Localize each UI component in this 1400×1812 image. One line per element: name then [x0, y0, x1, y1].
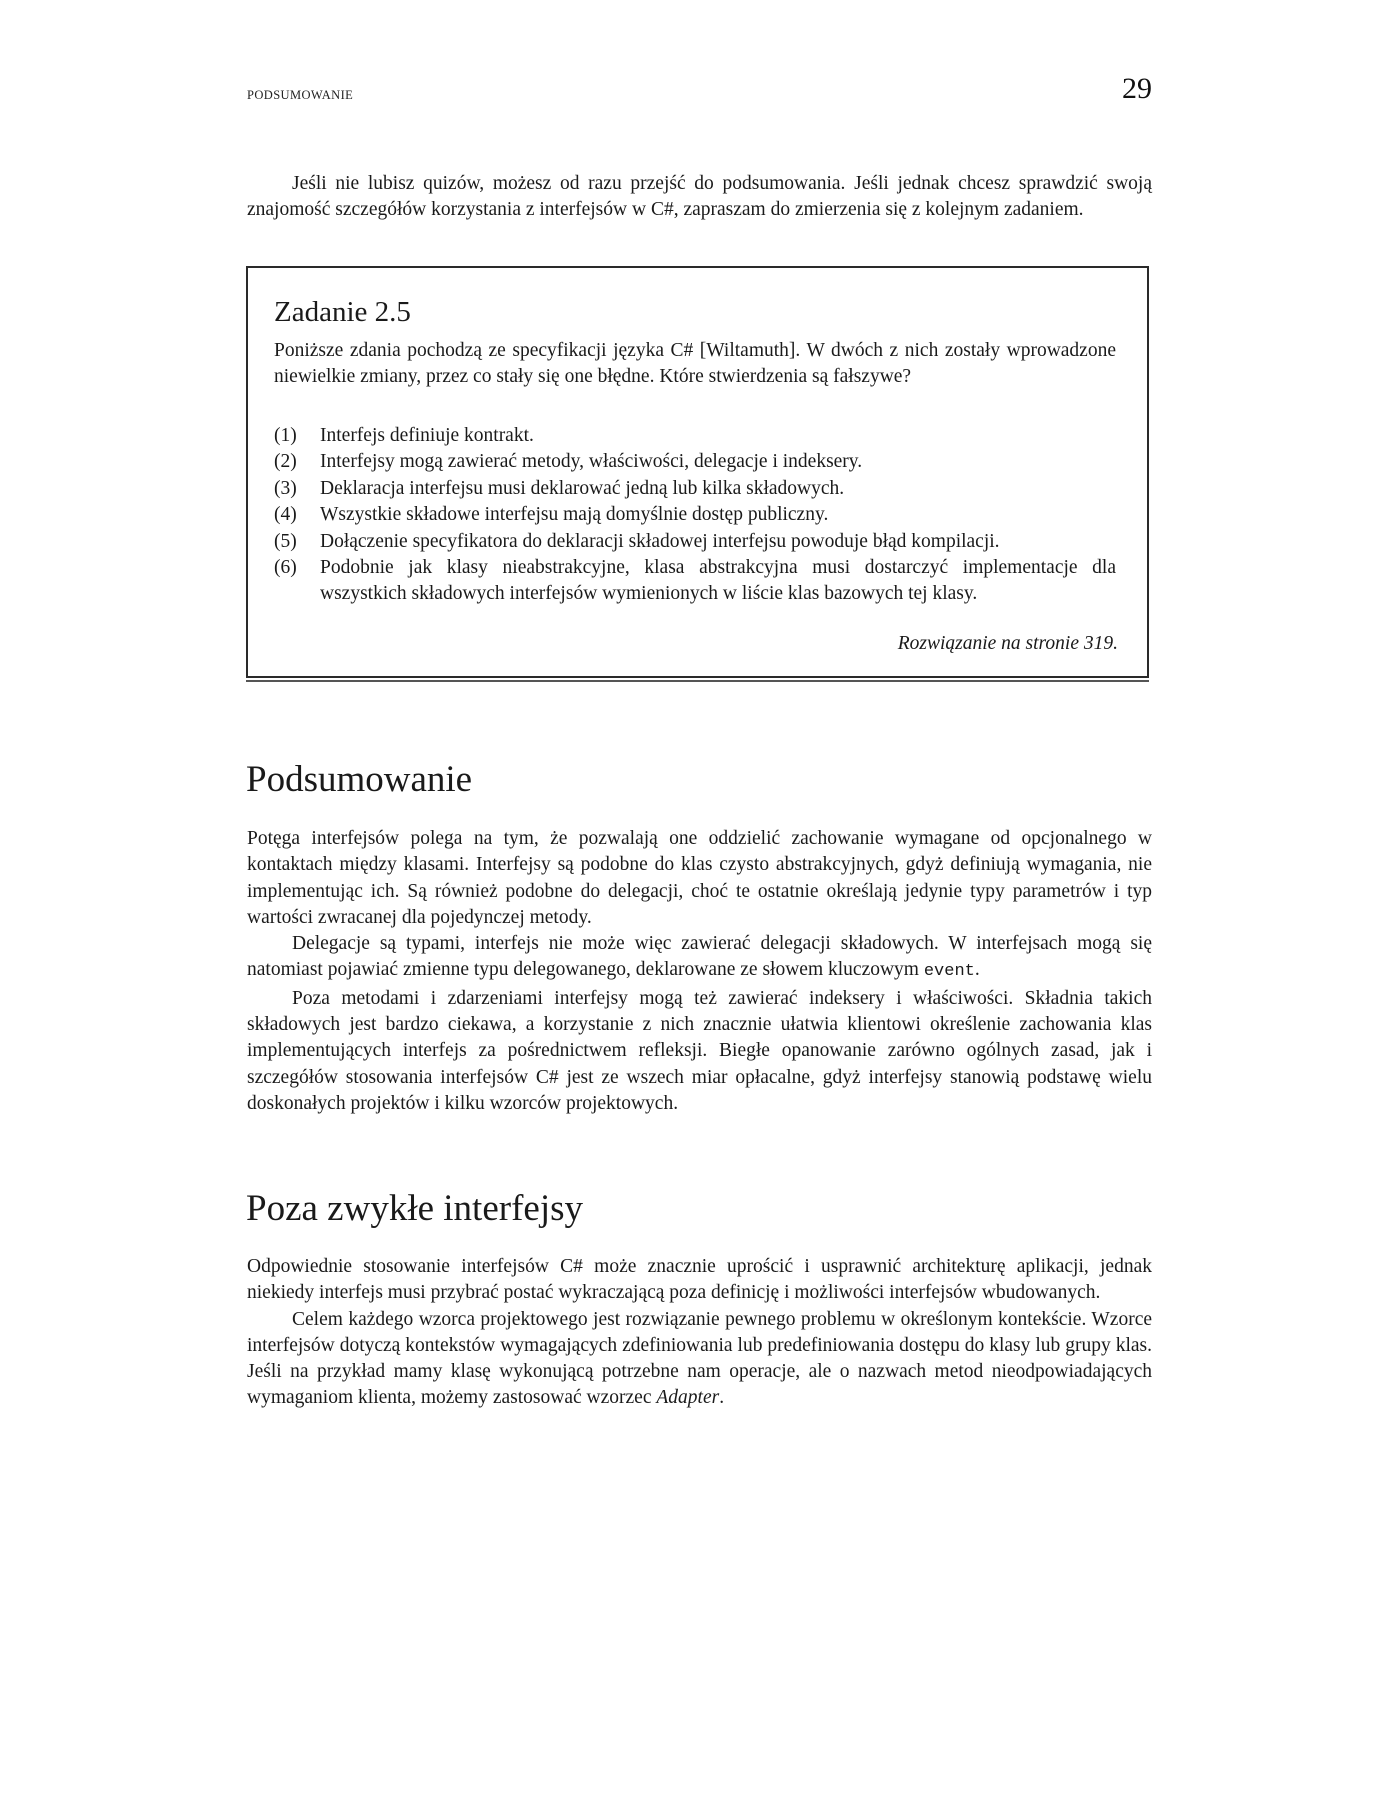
beyond-body	[247, 1254, 1152, 1412]
summary-paragraph-2	[247, 931, 1152, 986]
beyond-paragraph-2-end: .	[719, 1387, 725, 1409]
list-item	[274, 476, 1116, 502]
intro-block	[247, 171, 1152, 224]
item-number: (1)	[274, 425, 297, 446]
list-item	[274, 449, 1116, 475]
exercise-title: Zadanie 2.5	[274, 296, 411, 328]
keyword-event: event	[923, 962, 975, 982]
exercise-description	[274, 338, 1116, 391]
beyond-paragraph-1: Odpowiednie stosowanie interfejsów C# może znacznie uprościć i usprawnić architekturę aplikacji, jednak niekiedy interfejs musi przybrać postać wykraczającą poza definicję i możliwości interfejsów wbudowanych.	[247, 1256, 1152, 1304]
item-number: (5)	[274, 530, 297, 552]
item-text: Deklaracja interfejsu musi deklarować jedną lub kilka składowych.	[320, 477, 845, 499]
summary-paragraph-1: Potęga interfejsów polega na tym, że pozwalają one oddzielić zachowanie wymagane od opcjonalnego w kontaktach między klasami. Interfejsy są podobne do klas czysto abstrakcyjnych, gdyż definiują wymagania, nie implementując ich. Są również podobne do delegacji, choć te ostatnie określają jedynie typy parametrów i typ wartości zwracanej dla pojedynczej metody.	[247, 828, 1152, 928]
beyond-paragraph-2	[247, 1307, 1152, 1412]
beyond-paragraph-2-text: Celem każdego wzorca projektowego jest rozwiązanie pewnego problemu w określonym kontekście. Wzorce interfejsów dotyczą kontekstów wymagających zdefiniowania lub predefiniowania dostępu do klasy lub grupy klas. Jeśli na przykład mamy klasę wykonującą potrzebne nam operacje, ale o nazwach metod nieodpowiadających wymaganiom klienta, możemy zastosować wzorzec	[247, 1308, 1152, 1409]
summary-paragraph-2-end: .	[974, 959, 980, 981]
item-text: Podobnie jak klasy nieabstrakcyjne, klasa abstrakcyjna musi dostarczyć implementacje dla wszystkich składowych interfejsów wymienionych w liście klas bazowych tej klasy.	[320, 557, 1116, 605]
exercise-box	[246, 266, 1149, 678]
page-number: 29	[1122, 72, 1152, 105]
item-number: (6)	[274, 557, 297, 579]
item-text: Wszystkie składowe interfejsu mają domyślnie dostęp publiczny.	[320, 504, 829, 526]
item-number: (3)	[274, 477, 297, 499]
list-item	[274, 529, 1116, 555]
item-number: (2)	[274, 451, 297, 473]
summary-body	[247, 826, 1152, 1117]
item-text: Interfejsy mogą zawierać metody, właściwości, delegacje i indeksery.	[320, 451, 863, 473]
exercise-statement-list	[274, 423, 1116, 608]
item-text: Interfejs definiuje kontrakt.	[320, 425, 534, 446]
summary-paragraph-3: Poza metodami i zdarzeniami interfejsy mogą też zawierać indeksery i właściwości. Składnia takich składowych jest bardzo ciekawa, a korzystanie z nich znacznie ułatwia klientowi określenie zachowania klas implementujących interfejs za pośrednictwem refleksji. Biegłe opanowanie zarówno ogólnych zasad, jak i szczegółów stosowania interfejsów C# jest ze wszech miar opłacalne, gdyż interfejsy stanowią podstawę wielu doskonałych projektów i kilku wzorców projektowych.	[247, 987, 1152, 1114]
exercise-paragraph: Poniższe zdania pochodzą ze specyfikacji języka C# [Wiltamuth]. W dwóch z nich zostały wprowadzone niewielkie zmiany, przez co stały się one błędne. Które stwierdzenia są fałszywe?	[274, 340, 1116, 388]
list-item	[274, 423, 1116, 449]
item-number: (4)	[274, 504, 297, 526]
running-head: PODSUMOWANIE	[247, 88, 354, 102]
pattern-name-adapter: Adapter	[656, 1387, 720, 1409]
section-heading-beyond: Poza zwykłe interfejsy	[246, 1188, 583, 1229]
list-item	[274, 502, 1116, 528]
list-item	[274, 555, 1116, 608]
intro-paragraph: Jeśli nie lubisz quizów, możesz od razu przejść do podsumowania. Jeśli jednak chcesz sprawdzić swoją znajomość szczegółów korzystania z interfejsów w C#, zapraszam do zmierzenia się z kolejnym zadaniem.	[247, 173, 1152, 221]
solution-reference: Rozwiązanie na stronie 319.	[897, 633, 1118, 654]
section-heading-summary: Podsumowanie	[246, 759, 473, 800]
item-text: Dołączenie specyfikatora do deklaracji składowej interfejsu powoduje błąd kompilacji.	[320, 530, 1000, 552]
summary-paragraph-2-text: Delegacje są typami, interfejs nie może więc zawierać delegacji składowych. W interfejsach mogą się natomiast pojawiać zmienne typu delegowanego, deklarowane ze słowem kluczowym	[247, 933, 1152, 981]
